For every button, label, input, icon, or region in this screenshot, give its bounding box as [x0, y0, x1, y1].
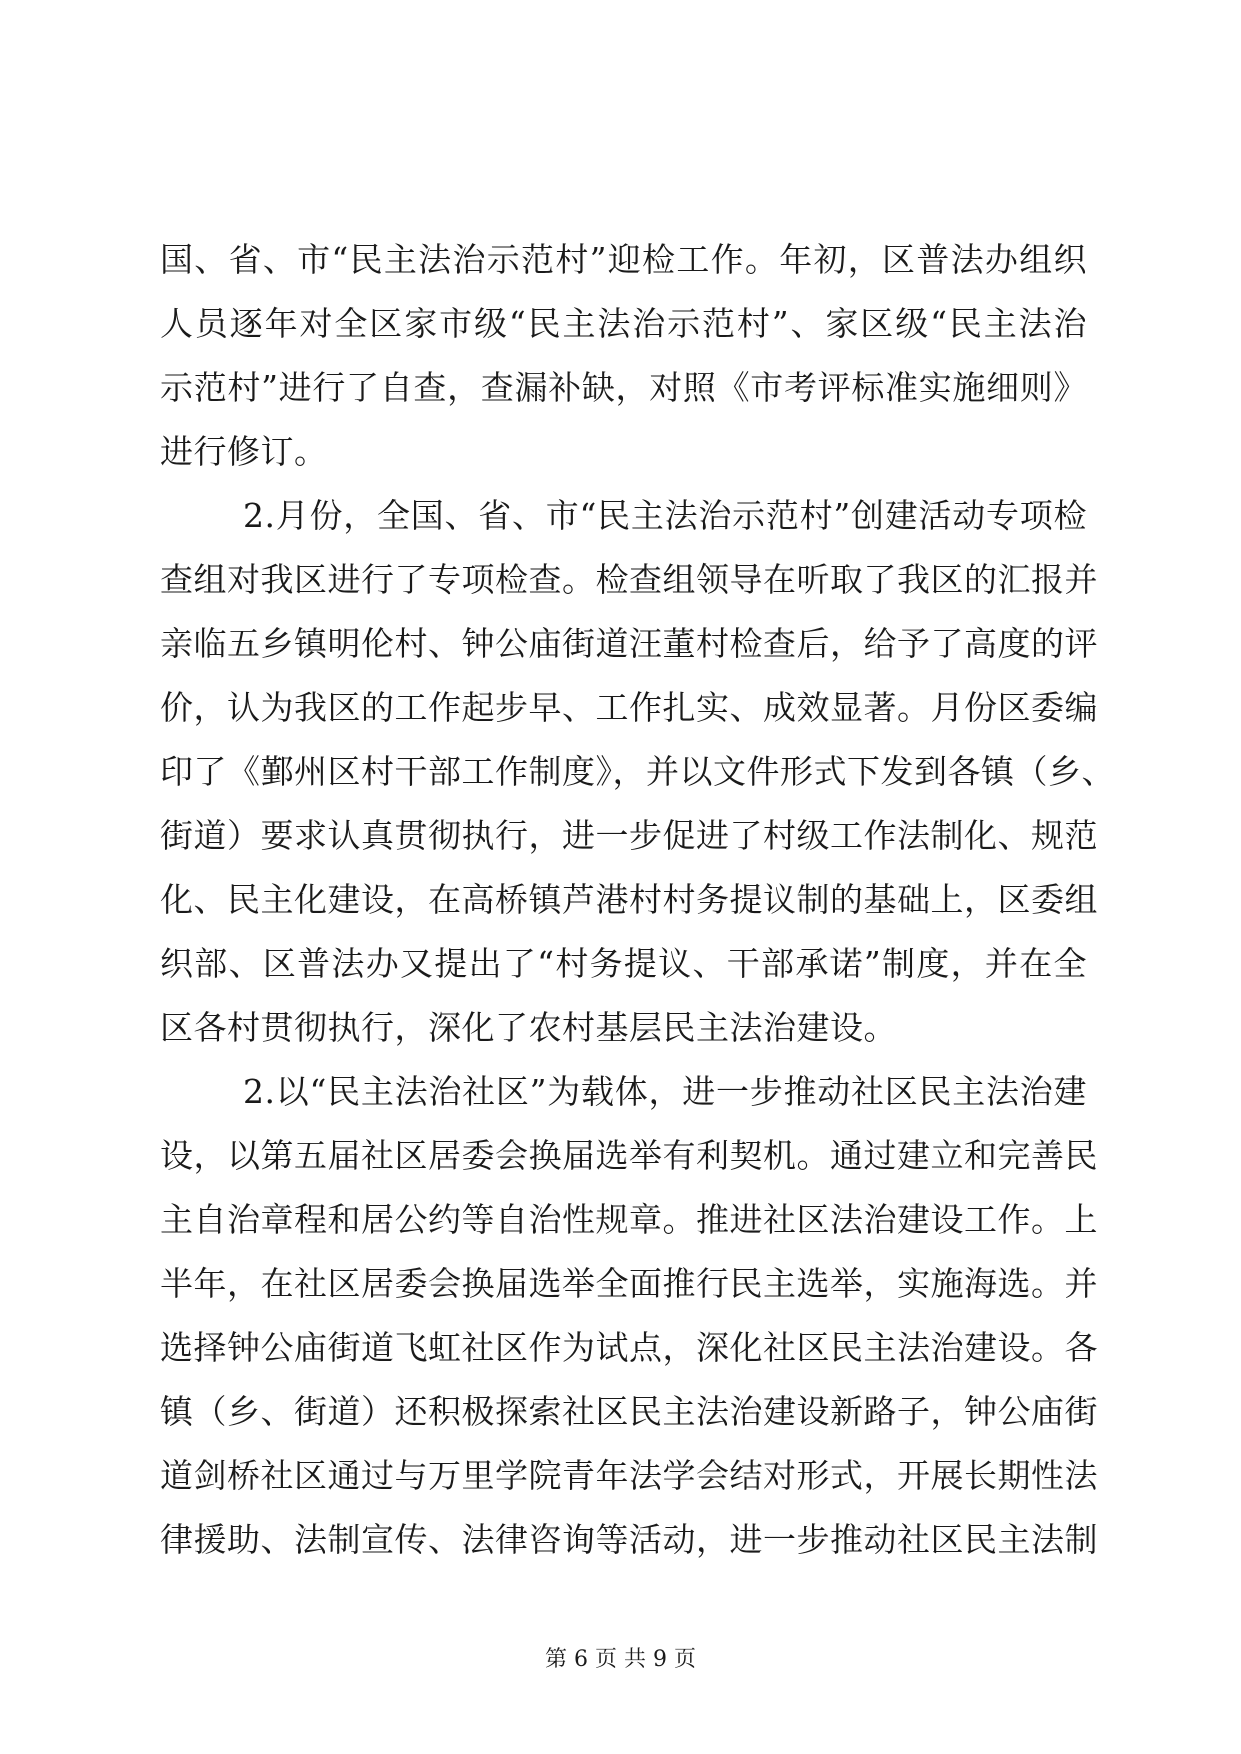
paragraph-start-line: 2.月份，全国、省、市“民主法治示范村”创建活动专项检 [243, 496, 1087, 535]
text-line: 道剑桥社区通过与万里学院青年法学会结对形式，开展长期性法 [160, 1456, 1098, 1495]
text-line: 半年，在社区居委会换届选举全面推行民主选举，实施海选。并 [160, 1264, 1098, 1303]
text-line: 示范村”进行了自查，查漏补缺，对照《市考评标准实施细则》 [160, 368, 1087, 407]
text-line: 街道）要求认真贯彻执行，进一步促进了村级工作法制化、规范 [160, 816, 1098, 855]
text-line: 设，以第五届社区居委会换届选举有利契机。通过建立和完善民 [160, 1136, 1098, 1175]
text-line: 主自治章程和居公约等自治性规章。推进社区法治建设工作。上 [160, 1200, 1098, 1239]
text-line: 查组对我区进行了专项检查。检查组领导在听取了我区的汇报并 [160, 560, 1098, 599]
text-line: 化、民主化建设，在高桥镇芦港村村务提议制的基础上，区委组 [160, 880, 1098, 919]
text-line: 区各村贯彻执行，深化了农村基层民主法治建设。 [160, 1008, 897, 1047]
document-body [160, 228, 1115, 1572]
text-line: 织部、区普法办又提出了“村务提议、干部承诺”制度，并在全 [160, 944, 1087, 983]
text-line: 国、省、市“民主法治示范村”迎检工作。年初，区普法办组织 [160, 240, 1087, 279]
text-line: 律援助、法制宣传、法律咨询等活动，进一步推动社区民主法制 [160, 1520, 1098, 1559]
text-line: 选择钟公庙街道飞虹社区作为试点，深化社区民主法治建设。各 [160, 1328, 1098, 1367]
page-footer [0, 1645, 1241, 1675]
text-line: 镇（乡、街道）还积极探索社区民主法治建设新路子，钟公庙街 [160, 1392, 1098, 1431]
text-line: 进行修订。 [160, 432, 328, 471]
text-line: 价，认为我区的工作起步早、工作扎实、成效显著。月份区委编 [160, 688, 1098, 727]
text-line: 亲临五乡镇明伦村、钟公庙街道汪董村检查后，给予了高度的评 [160, 624, 1098, 663]
page-number-label: 第 6 页 共 9 页 [545, 1647, 696, 1672]
text-line: 印了《鄞州区村干部工作制度》，并以文件形式下发到各镇（乡、 [160, 752, 1115, 791]
paragraph-start-line: 2.以“民主法治社区”为载体，进一步推动社区民主法治建 [243, 1072, 1087, 1111]
text-line: 人员逐年对全区家市级“民主法治示范村”、家区级“民主法治 [160, 304, 1087, 343]
